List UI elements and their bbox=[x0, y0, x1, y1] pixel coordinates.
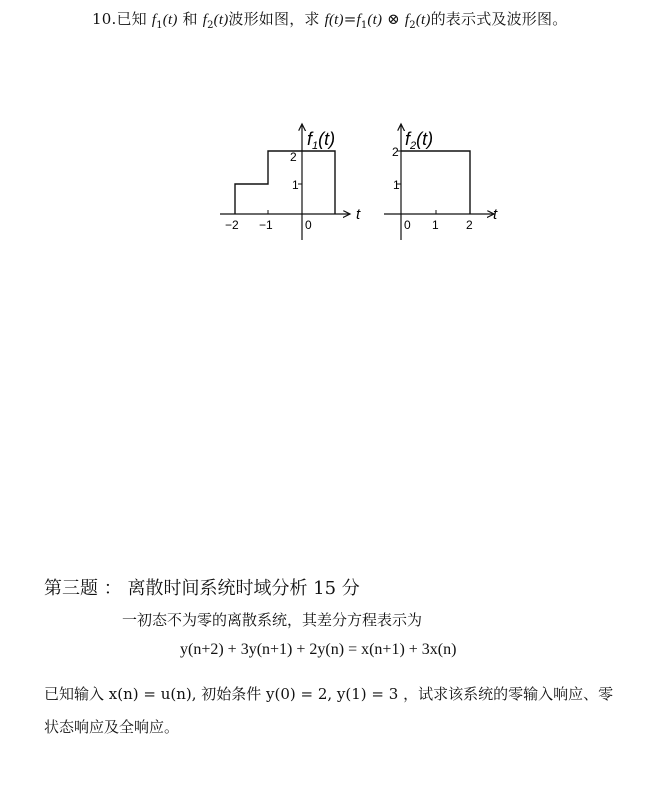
conditions-line-2: 状态响应及全响应。 bbox=[44, 718, 180, 736]
f2-label bbox=[405, 129, 433, 152]
f2-label-paren: (t) bbox=[416, 129, 434, 149]
f1-label bbox=[307, 129, 335, 152]
f2-subscript: 2 bbox=[207, 20, 214, 31]
f1-plot bbox=[220, 124, 361, 240]
t-argument: (t) bbox=[213, 12, 229, 28]
f2-subscript: 2 bbox=[409, 20, 416, 31]
f2-label-sub: 2 bbox=[410, 140, 417, 152]
f1-x-tick-label: −2 bbox=[225, 218, 239, 232]
section-3-title: 第三题 ： 离散时间系统时域分析 15 分 bbox=[44, 578, 360, 599]
f2-symbol: f bbox=[202, 12, 208, 28]
f1-subscript: 1 bbox=[360, 20, 368, 31]
problem-text-waveform: 波形如图，求 bbox=[228, 10, 320, 28]
f-symbol: f bbox=[324, 12, 329, 28]
conjunction-and: 和 bbox=[182, 10, 198, 28]
f1-y-tick-label: 2 bbox=[290, 150, 297, 164]
f1-waveform bbox=[235, 151, 335, 214]
f1-x-tick-label: −1 bbox=[259, 218, 273, 232]
f2-plot bbox=[384, 124, 498, 240]
f1-x-tick-label: 0 bbox=[305, 218, 312, 232]
t-argument: (t) bbox=[162, 12, 178, 28]
problem-text-known: 已知 bbox=[116, 10, 147, 28]
t-argument: (t) bbox=[415, 12, 431, 28]
f1-label-f: f bbox=[307, 129, 313, 149]
problem-number: 10. bbox=[92, 10, 117, 28]
f1-symbol: f bbox=[151, 12, 157, 28]
f1-subscript: 1 bbox=[156, 20, 163, 31]
section-3-intro: 一初态不为零的离散系统，其差分方程表示为 bbox=[122, 611, 423, 629]
f1-label-sub: 1 bbox=[312, 140, 319, 152]
equals-sign: = bbox=[343, 10, 357, 28]
f2-x-tick-label: 2 bbox=[466, 218, 473, 232]
f2-axis-variable: t bbox=[493, 206, 498, 223]
t-argument: (t) bbox=[367, 12, 383, 28]
t-argument: (t) bbox=[328, 12, 344, 28]
f1-label-paren: (t) bbox=[318, 129, 336, 149]
f2-waveform bbox=[401, 151, 470, 214]
convolution-symbol: ⊗ bbox=[387, 10, 400, 28]
difference-equation: y(n+2) + 3y(n+1) + 2y(n) = x(n+1) + 3x(n) bbox=[180, 641, 457, 658]
f2-symbol: f bbox=[404, 12, 410, 28]
f2-x-tick-label: 1 bbox=[432, 218, 439, 232]
f2-x-tick-label: 0 bbox=[404, 218, 411, 232]
f1-y-tick-label: 1 bbox=[292, 178, 299, 192]
problem-text-ask: 的表示式及波形图。 bbox=[430, 10, 568, 28]
f2-label-f: f bbox=[405, 129, 411, 149]
f1-axis-variable: t bbox=[356, 206, 361, 223]
f2-y-tick-label: 2 bbox=[392, 145, 399, 159]
conditions-line-1: 已知输入 x(n) = u(n), 初始条件 y(0) = 2, y(1) = 3 ，试求该系统的零输入响应、零 bbox=[44, 685, 614, 703]
f1-symbol: f bbox=[356, 12, 361, 28]
f2-y-tick-label: 1 bbox=[393, 178, 400, 192]
